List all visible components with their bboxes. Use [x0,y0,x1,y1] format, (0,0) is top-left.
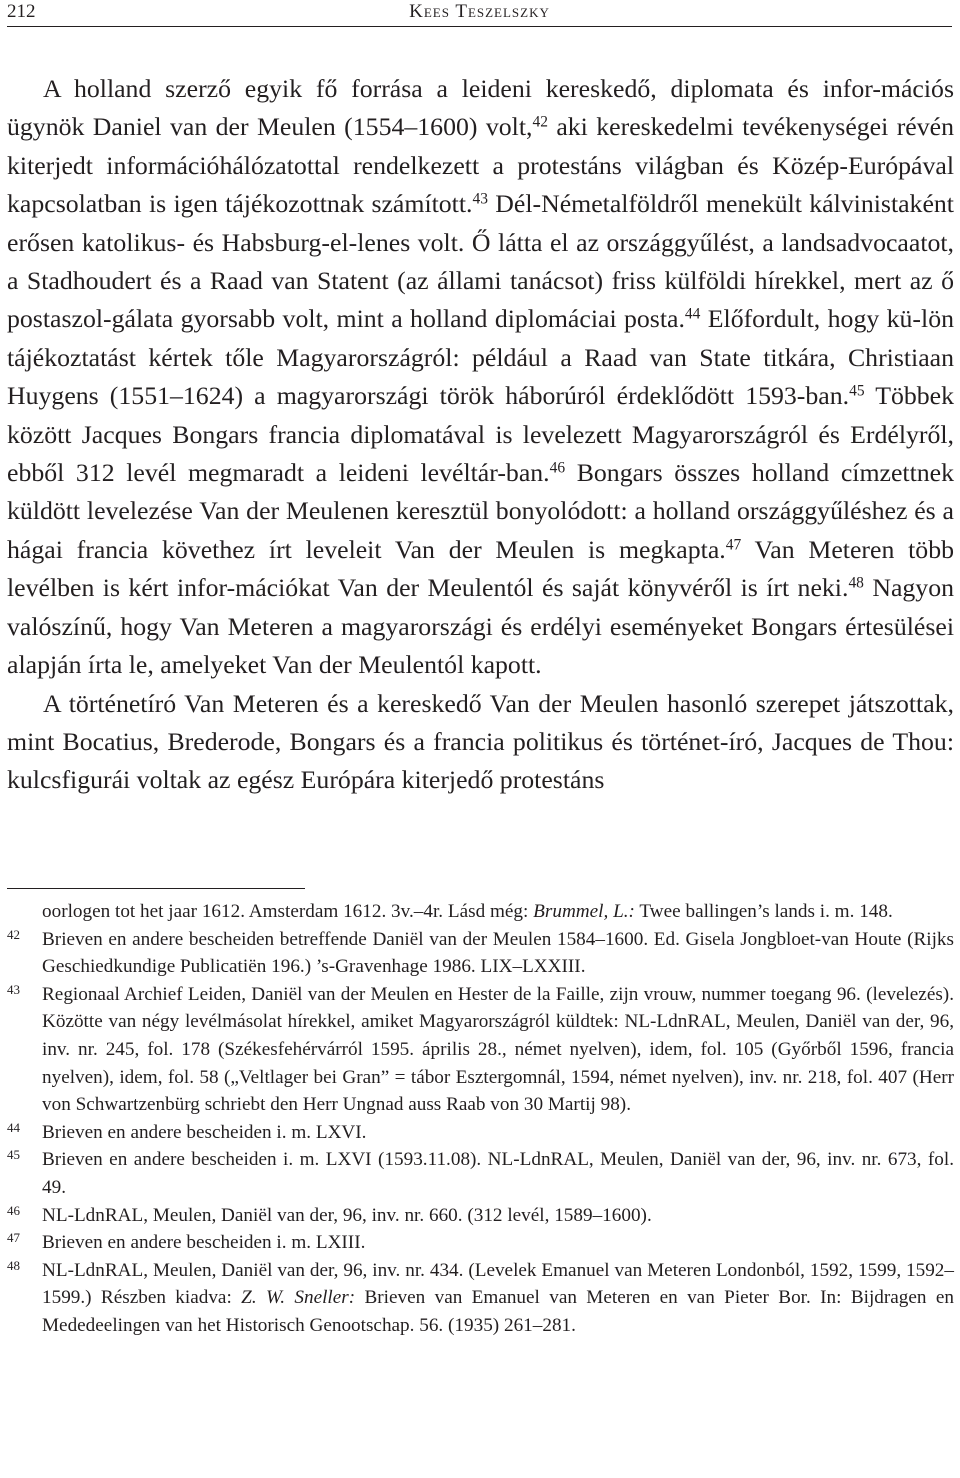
running-title: Kees Teszelszky [409,1,550,22]
footnote-italic: Z. W. Sneller: [241,1287,356,1309]
text-run: A holland szerző egyik fő forrása a leideni kereskedő, diplomata és infor-mációs ügynök Daniel van der Meulen (1554–1600) volt, [7,74,954,142]
footnote-text: NL-LdnRAL, Meulen, Daniël van der, 96, inv. nr. 660. (312 levél, 1589–1600). [42,1204,652,1226]
footnotes [7,898,954,1340]
paragraph-2: A történetíró Van Meteren és a kereskedő Van der Meulen hasonló szerepet játszottak, mint Bocatius, Brederode, Bongars és a francia politikus és történet-író, Jacques de Thou: kulcsfigurái voltak az egész Európára kiterjedő protestáns [7,688,954,795]
footnote-text: Brieven van Emanuel van Meteren en van Pieter Bor. In: Bijdragen en Mededeelingen van het Historisch Genootschap. 56. (1935) 261–281. [42,1287,954,1336]
footnote-46 [7,1202,954,1230]
body-text [7,70,954,800]
footnote-47 [7,1229,954,1257]
footnote-48 [7,1257,954,1340]
text-run: Van Meteren több levélben is kért infor-mációkat Van der Meulentól és saját könyvéről is írt neki. [7,534,954,603]
text-run: aki kereskedelmi tevékenységei révén kiterjedt információhálózatottal rendelkezett a protestáns világban és Közép-Európával kapcsolatban is igen tájékozottnak számított. [7,112,954,219]
text-run: Többek között Jacques Bongars francia diplomatával is levelezett Magyarországról és Erdélyről, ebből 312 levél megmaradt a leideni levéltár-ban. [7,381,954,488]
footnote-number: 46 [7,1202,20,1218]
running-head [7,0,952,27]
footnote-ref-42: 42 [532,113,548,131]
footnote-44 [7,1119,954,1147]
page-number: 212 [7,1,36,22]
footnote-ref-44: 44 [684,305,701,323]
footnote-continued [7,898,954,926]
footnote-text: Twee ballingen’s lands i. m. 148. [634,901,893,922]
footnote-text: Brieven en andere bescheiden i. m. LXVI (1593.11.08). NL-LdnRAL, Meulen, Daniël van der, 96, inv. nr. 673, fol. 49. [42,1149,954,1198]
footnote-ref-46: 46 [549,459,566,477]
footnote-ref-43: 43 [472,190,488,208]
footnote-text: NL-LdnRAL, Meulen, Daniël van der, 96, inv. nr. 434. (Levelek Emanuel van Meteren Londonból, 1592, 1599, 1592–1599.) Részben kiadva: [42,1259,954,1309]
footnote-text: Brieven en andere bescheiden betreffende Daniël van der Meulen 1584–1600. Ed. Gisela Jongbloet-van Houte (Rijks Geschiedkundige Publicatiën 196.) ’s-Gravenhage 1986. LIX–LXXIII. [42,928,954,978]
footnote-number: 48 [7,1257,20,1273]
footnote-ref-47: 47 [725,536,742,554]
text-run: Dél-Németalföldről menekült kálvinistaként erősen katolikus- és Habsburg-el-lenes volt. Ő látta el az országgyűlést, a landsadvocaatot, a Stadhoudert és a Raad van Statent (az állami tanácsot) friss külföldi hírekkel, mert az ő postaszol-gálata gyorsabb volt, mint a holland diplomáciai posta. [7,189,954,334]
footnote-ref-48: 48 [848,574,864,592]
footnote-italic: Brummel, L.: [533,901,635,922]
footnote-number: 44 [7,1119,20,1135]
paragraph-1 [7,70,954,685]
footnote-number: 42 [7,926,20,942]
text-run: Bongars összes holland címzettnek küldött levelezése Van der Meulenen keresztül bonyolódott: a holland országgyűléshez és a hágai francia követhez írt leveleit Van der Meulen is megkapta. [7,458,954,564]
footnote-text: Regionaal Archief Leiden, Daniël van der Meulen en Hester de la Faille, zijn vrouw, nummer toegang 96. (levelezés). Közötte van négy levélmásolat hírekkel, amiket Magyarországról küldtek: NL-LdnRAL, Meulen, Daniël van der, 96, inv. nr. 245, fol. 178 (Székesfehérvárról 1595. április 28., német nyelven), idem, fol. 105 (Győrből 1596, francia nyelven), idem, fol. 58 („Veltlager bei Gran” = tábor Esztergomnál, 1594, német nyelven), inv. nr. 218, fol. 407 (Herr von Schwartzenbürg schriebt den Herr Ungnad auss Raab von 30 Martij 98). [42,983,954,1116]
footnote-text: oorlogen tot het jaar 1612. Amsterdam 1612. 3v.–4r. Lásd még: [42,901,534,922]
footnote-divider [7,888,305,889]
footnote-text: Brieven en andere bescheiden i. m. LXIII. [42,1232,366,1254]
text-run: Nagyon valószínű, hogy Van Meteren a magyarországi és erdélyi eseményeket Bongars értesülései alapján írta le, amelyeket Van der Meulentól kapott. [7,573,954,680]
footnote-42 [7,926,954,981]
footnote-number: 43 [7,981,20,997]
text-run: Előfordult, hogy kü-lön tájékoztatást kértek tőle Magyarországról: például a Raad van State titkára, Christiaan Huygens (1551–1624) a magyarországi török háborúról érdeklődött 1593-ban. [7,304,954,411]
footnote-45 [7,1146,954,1201]
footnote-text: Brieven en andere bescheiden i. m. LXVI. [42,1121,367,1143]
footnote-number: 47 [7,1230,20,1246]
footnote-ref-45: 45 [849,382,865,400]
footnote-43 [7,981,954,1119]
footnote-number: 45 [7,1147,20,1163]
